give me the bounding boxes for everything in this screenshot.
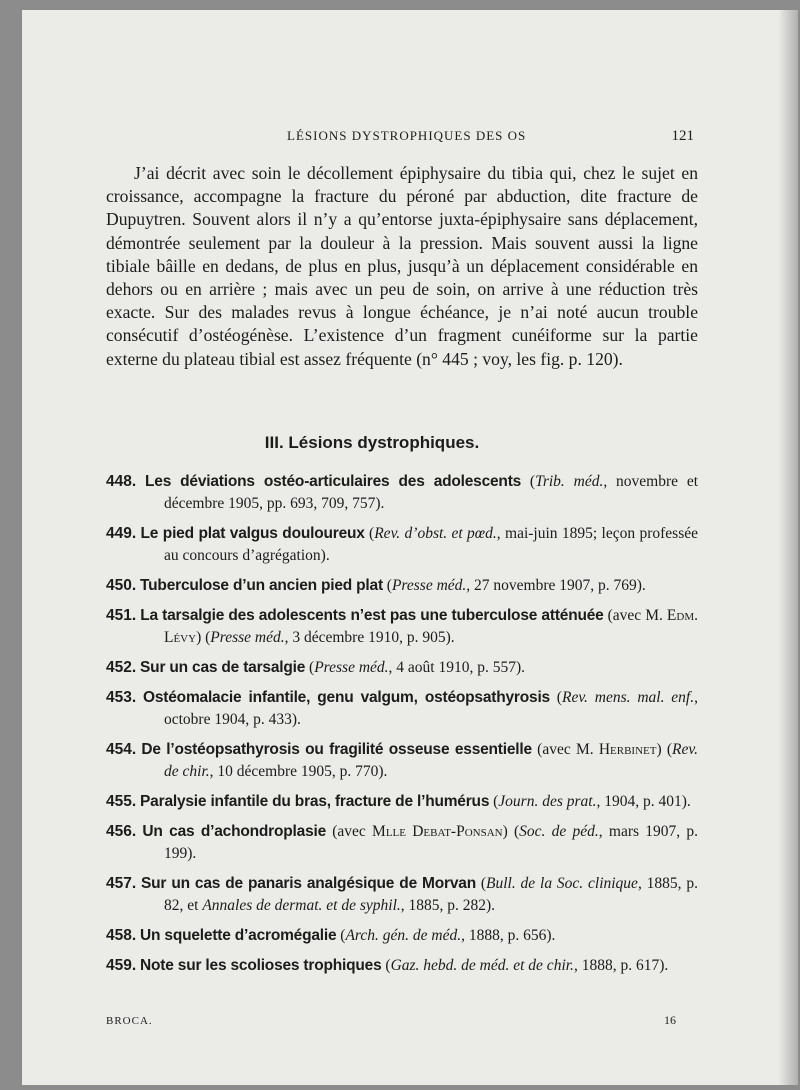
- entry-source: Journ. des prat.: [498, 792, 597, 810]
- entry-connector: ) (: [502, 822, 520, 840]
- entry-number: 453.: [106, 688, 137, 706]
- entry-connector: (avec M.: [603, 606, 667, 624]
- entry-number: 458.: [106, 926, 137, 944]
- entry-reference: , 10 décembre 1905, p. 770).: [209, 762, 388, 780]
- entry-reference: , 4 août 1910, p. 557).: [388, 658, 526, 676]
- bibliography-entry: [106, 821, 698, 865]
- entry-source: Gaz. hebd. de méd. et de chir.: [390, 956, 574, 974]
- entry-connector: ) (: [196, 628, 211, 646]
- bibliography-entry: 459. Note sur les scolioses trophiques (Gaz. hebd. de méd. et de chir., 1888, p. 617).: [106, 956, 669, 974]
- page-number: 121: [671, 128, 694, 144]
- entry-connector: ) (: [656, 740, 673, 758]
- bibliography-entry: 449. Le pied plat valgus douloureux (Rev. d’obst. et pœd., mai-juin 1895; leçon professée au concours d’agrégation).: [106, 524, 698, 564]
- entry-title: De l’ostéopsathyrosis ou fragilité osseuse essentielle: [141, 740, 532, 758]
- intro-paragraph: J’ai décrit avec soin le décollement épiphysaire du tibia qui, chez le sujet en croissance, accompagne la fracture du péroné par abduction, dite fracture de Dupuytren. Souvent alors il n’y a qu’entorse juxta-épiphysaire sans déplacement, démontrée seulement par la douleur à la pression. Mais souvent aussi la ligne tibiale bâille en dedans, de plus en plus, jusqu’à un déplacement considérable en dehors ou en arrière ; mais avec un peu de soin, on arrive à une réduction très exacte. Sur des malades revus à longue échéance, je n’ai noté aucun trouble consécutif d’ostéogénèse. L’existence d’un fragment cunéiforme sur la partie externe du plateau tibial est assez fréquente (n° 445 ; voy, les fig. p. 120).: [106, 163, 698, 369]
- entry-title: Le pied plat valgus douloureux: [140, 524, 365, 542]
- entry-source: Rev. d’obst. et pœd.: [374, 524, 497, 542]
- bibliography-entry: 458. Un squelette d’acromégalie (Arch. gén. de méd., 1888, p. 656).: [106, 926, 556, 944]
- entry-number: 457.: [106, 874, 137, 892]
- entry-reference: , 27 novembre 1907, p. 769).: [466, 576, 646, 594]
- entry-title: Note sur les scolioses trophiques: [140, 956, 382, 974]
- bibliography-entry: 455. Paralysie infantile du bras, fracture de l’humérus (Journ. des prat., 1904, p. 401).: [106, 792, 691, 810]
- entry-number: 449.: [106, 524, 137, 542]
- entry-reference: , 1888, p. 656).: [461, 926, 556, 944]
- entry-coauthor: Edm. Lévy: [164, 606, 698, 646]
- entry-reference: , octobre 1904, p. 433).: [164, 688, 698, 728]
- entry-number: 452.: [106, 658, 137, 676]
- entry-connector: (avec M.: [531, 740, 599, 758]
- entry-number: 454.: [106, 740, 137, 758]
- bibliography-list: [106, 471, 698, 977]
- entry-source: Annales de dermat. et de syphil.: [202, 896, 401, 914]
- entry-source: Soc. de péd.: [519, 822, 599, 840]
- entry-source: Trib. méd.: [535, 472, 604, 490]
- entry-reference: , novembre et décembre 1905, pp. 693, 709, 757).: [164, 472, 699, 512]
- signature-mark: BROCA.: [106, 1015, 153, 1027]
- sheet-number: 16: [664, 1013, 676, 1027]
- bibliography-entry: 450. Tuberculose d’un ancien pied plat (Presse méd., 27 novembre 1907, p. 769).: [106, 576, 646, 594]
- entry-number: 451.: [106, 606, 137, 624]
- entry-title: Sur un cas de tarsalgie: [140, 658, 306, 676]
- entry-number: 456.: [106, 822, 137, 840]
- entry-reference: , mars 1907, p. 199).: [164, 822, 698, 862]
- entry-title: Un cas d’achondroplasie: [142, 822, 327, 840]
- entry-reference: , 3 décembre 1910, p. 905).: [284, 628, 455, 646]
- entry-title: Paralysie infantile du bras, fracture de l’humérus: [140, 792, 490, 810]
- entry-source: Presse méd.: [210, 628, 285, 646]
- entry-connector: (avec: [326, 822, 373, 840]
- entry-coauthor: Herbinet: [598, 740, 657, 758]
- entry-number: 450.: [106, 576, 137, 594]
- entry-coauthor: Mlle Debat-Ponsan: [372, 822, 503, 840]
- entry-title: Sur un cas de panaris analgésique de Morvan: [141, 874, 476, 892]
- entry-title: Tuberculose d’un ancien pied plat: [140, 576, 383, 594]
- entry-title: Un squelette d’acromégalie: [140, 926, 337, 944]
- bibliography-entry: 453. Ostéomalacie infantile, genu valgum, ostéopsathyrosis (Rev. mens. mal. enf., octobre 1904, p. 433).: [106, 688, 698, 728]
- bibliography-entry: 448. Les déviations ostéo-articulaires des adolescents (Trib. méd., novembre et décembre 1905, pp. 693, 709, 757).: [106, 472, 699, 512]
- entry-title: Les déviations ostéo-articulaires des adolescents: [145, 472, 522, 490]
- entry-number: 459.: [106, 956, 137, 974]
- entry-source: Presse méd.: [314, 658, 389, 676]
- entry-source: Bull. de la Soc. clinique: [486, 874, 638, 892]
- book-page: [22, 10, 798, 1085]
- entry-source: Rev. mens. mal. enf.: [561, 688, 695, 706]
- entry-reference: , mai-juin 1895; leçon professée au concours d’agrégation).: [164, 524, 698, 564]
- running-title: LÉSIONS DYSTROPHIQUES DES OS: [287, 128, 527, 143]
- entry-title: La tarsalgie des adolescents n’est pas une tuberculose atténuée: [140, 606, 604, 624]
- entry-source: Presse méd.: [391, 576, 467, 594]
- page-body: [106, 162, 698, 985]
- entry-reference: , 1904, p. 401).: [596, 792, 691, 810]
- entry-reference: , 1885, p. 282).: [400, 896, 496, 914]
- bibliography-entry: [106, 605, 698, 649]
- entry-source: Arch. gén. de méd.: [345, 926, 462, 944]
- entry-number: 448.: [106, 472, 137, 490]
- entry-number: 455.: [106, 792, 137, 810]
- section-title: III. Lésions dystrophiques.: [264, 432, 480, 452]
- page-edge-shadow: [778, 10, 798, 1085]
- entry-title: Ostéomalacie infantile, genu valgum, ostéopsathyrosis: [143, 688, 550, 706]
- entry-source: Rev. de chir.: [164, 740, 698, 780]
- bibliography-entry: [106, 739, 698, 783]
- entry-reference: , 1888, p. 617).: [573, 956, 669, 974]
- bibliography-entry: 457. Sur un cas de panaris analgésique de Morvan (Bull. de la Soc. clinique, 1885, p. 82, et Annales de dermat. et de syphil., 1885, p. 282).: [106, 874, 699, 914]
- entry-reference: , 1885, p. 82, et: [164, 874, 699, 914]
- bibliography-entry: 452. Sur un cas de tarsalgie (Presse méd., 4 août 1910, p. 557).: [106, 658, 526, 676]
